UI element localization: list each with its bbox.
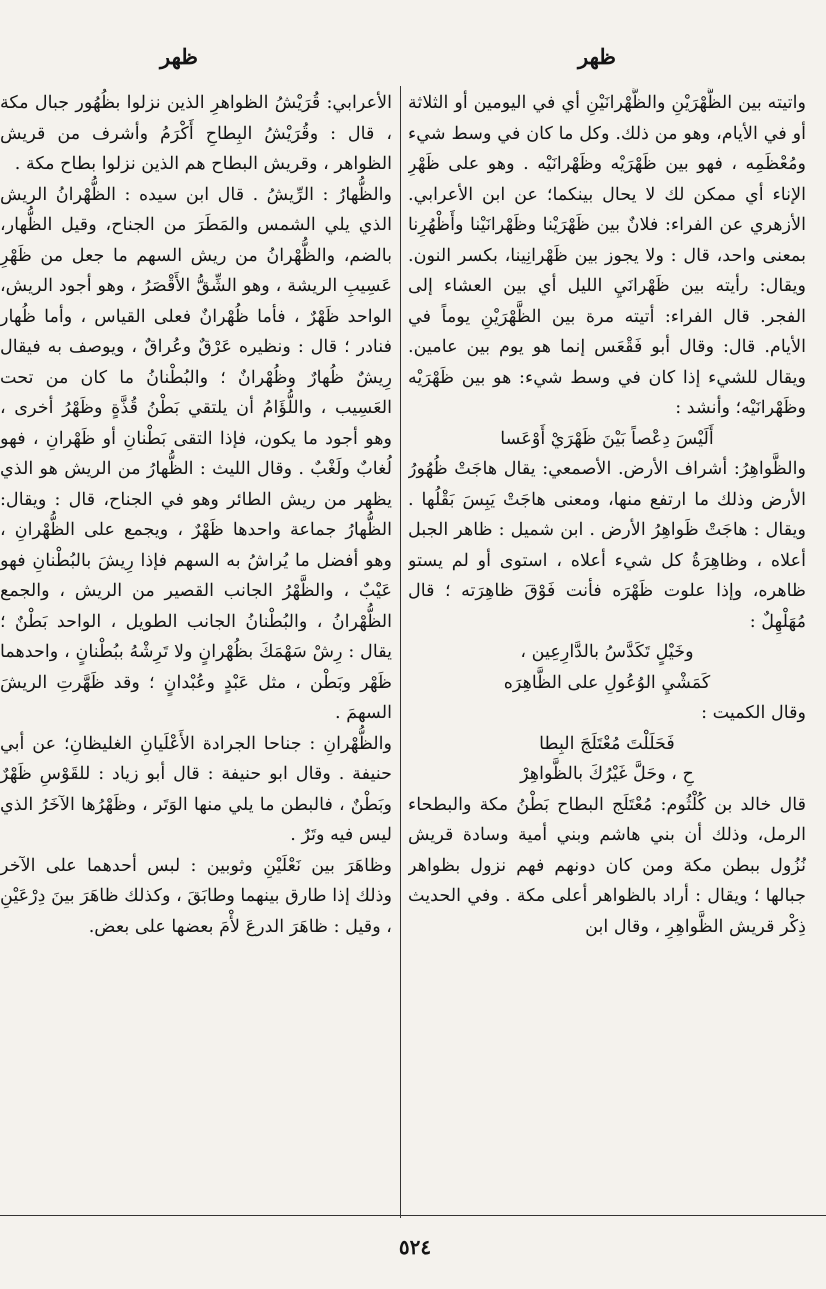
right-column <box>408 88 806 1218</box>
entry-paragraph: قال خالد بن كُلْثُوم: مُعْتَلَج البطاح بَطْنُ مكة والبطحاء الرمل، وذلك أن بني هاشم وبني أمية وسادة قريش نُزُول ببطن مكة ومن كان دونهم فهم نزول بظواهر جبالها ؛ ويقال : أراد بالظواهر أعلى مكة . وفي الحديث ذِكْر قريش الظَّواهِرِ ، وقال ابن <box>408 794 806 937</box>
entry-paragraph: والظَّواهِرُ: أشراف الأرض. الأصمعي: يقال هاجَتْ ظُهُورُ الأرض وذلك ما ارتفع منها، ومعنى هاجَتْ يَبِسَ بَقْلُها . ويقال : هاجَتْ ظَواهِرُ الأرض . ابن شميل : ظاهر الجبل أعلاه ، وظاهِرَةُ كل شيء أعلاه ، استوى أو لم يستو ظاهره، وإذا علوت ظَهْرَه فأنت فَوْقَ ظاهِرَته ؛ قال مُهَلْهِلٌ : <box>408 459 806 632</box>
page-number: ٥٢٤ <box>398 1235 432 1259</box>
verse-line: وخَيْلٍ تَكَدَّسُ بالدَّارِعِين ، <box>520 642 694 662</box>
verse-line: فَحَلَلْتَ مُعْتَلَجَ البِطا <box>539 733 675 754</box>
left-column <box>0 88 392 1218</box>
running-headword-right: ظهر <box>578 44 616 69</box>
verse-line: أَلَيْسَ دِعْصاً بَيْنَ ظَهْرَيْ أَوْعَسا <box>500 428 714 449</box>
footer-rule <box>0 1215 826 1216</box>
verse-line: حِ ، وحَلَّ غَيْرُكَ بالظَّواهِرْ <box>520 764 694 784</box>
running-headword-left: ظهر <box>160 44 198 69</box>
verse-line: كَمَشْيِ الوُعُولِ على الظَّاهِرَه <box>503 672 711 693</box>
entry-paragraph: واتيته بين الظَّهْرَيْنِ والظَّهْرانَيْنِ أي في اليومين أو الثلاثة أو في الأيام، وهو من ذلك. وكل ما كان في وسط شيء ومُعْظَمِه ، فهو بين ظَهْرَيْه وظَهْرانَيْه . وهو على ظَهْرِ الإناء أي ممكن لك لا يحال بينكما؛ عن ابن الأعرابي. الأزهري عن الفراء: فلانٌ بين ظَهْرَيْنا وظَهْرانَيْنا وأَظْهُرِنا بمعنى واحد، قال : ولا يجوز بين ظَهْرانِينا، بكسر النون. ويقال: رأيته بين ظَهْرانَيِ الليل أي بين العشاء إلى الفجر. قال الفراء: أتيته مرة بين الظَّهْرَيْنِ يوماً في الأيام. قال: وقال أبو فَقْعَس إنما هو يوم بين عامين. ويقال للشيء إذا كان في وسط شيء: هو بين ظَهْرَيْه وظَهْرانَيْه؛ وأنشد : <box>408 93 806 418</box>
entry-paragraph: الأعرابي: قُرَيْشُ الظواهرِ الذين نزلوا بظُهُور جبال مكة ، قال : وقُرَيْشُ البِطاحِ أَكْرَمُ وأشرف من قريش الظواهر ، وقريش البطاح هم الذين نزلوا بطاح مكة . <box>0 93 392 174</box>
entry-paragraph: وقال الكميت : <box>701 703 806 723</box>
entry-paragraph: والظُّهْرانِ : جناحا الجرادة الأَعْلَيانِ الغليظانِ؛ عن أبي حنيفة . وقال ابو حنيفة : قال أبو زياد : للقَوْسِ ظَهْرٌ وبَطْنٌ ، فالبطن ما يلي منها الوَتَر ، وظَهْرُها الآخَرُ الذي ليس فيه وتَرٌ . <box>0 733 392 845</box>
entry-paragraph: والظُّهارُ : الرِّيشُ . قال ابن سيده : الظُّهْرانُ الريش الذي يلي الشمس والمَطَرَ من الجناح، وقيل الظُّهار، بالضم، والظُّهْرانُ من ريش السهم ما جعل من ظَهْرِ عَسِيبِ الريشة ، وهو الشِّقُّ الأَقْصَرُ ، وهو أجود الريش، الواحد ظَهْرٌ ، فأما ظُهْرانٌ فعلى القياس ، وأما ظُهار فنادر ؛ قال : ونظيره عَرْقٌ وعُراقٌ ، ويوصف به فيقال رِيشٌ ظُهارٌ وظُهْرانٌ ؛ والبُطْنانُ ما كان من تحت العَسِيب ، واللُّؤَامُ أن يلتقي بَطْنُ قُذَّةٍ وظَهْرُ أخرى ، وهو أجود ما يكون، فإذا التقى بَطْنانِ أو ظَهْرانِ ، فهو لُغابٌ ولَغْبٌ . وقال الليث : الظُّهارُ من الريش هو الذي يظهر من ريش الطائر وهو في الجناح، قال : ويقال: الظُّهارُ جماعة واحدها ظَهْرٌ ، ويجمع على الظُّهْرانِ ، وهو أفضل ما يُراشُ به السهم فإذا رِيشَ بالبُطْنانِ فهو عَيْبٌ ، والظَّهْرُ الجانب القصير من الريش ، والجمع الظُّهْرانُ ، والبُطْنانُ الجانب الطويل ، الواحد بَطْنٌ ؛ يقال : رِشْ سَهْمَكَ بظُهْرانٍ ولا تَرِشْهُ ببُطْنانٍ ، واحدهما ظَهْر وبَطْن ، مثل عَبْدٍ وعُبْدانٍ ؛ وقد ظَهَّرتِ الريشَ السهمَ . <box>0 184 392 723</box>
entry-paragraph: وظاهَرَ بين نَعْلَيْنِ وثوبين : لبس أحدهما على الآخر وذلك إذا طارق بينهما وطابَقَ ، وكذلك ظاهَرَ بينَ دِرْعَيْنِ ، وقيل : ظاهَرَ الدرعَ لأْمَ بعضها على بعض. <box>0 855 392 937</box>
column-divider <box>400 86 401 1218</box>
